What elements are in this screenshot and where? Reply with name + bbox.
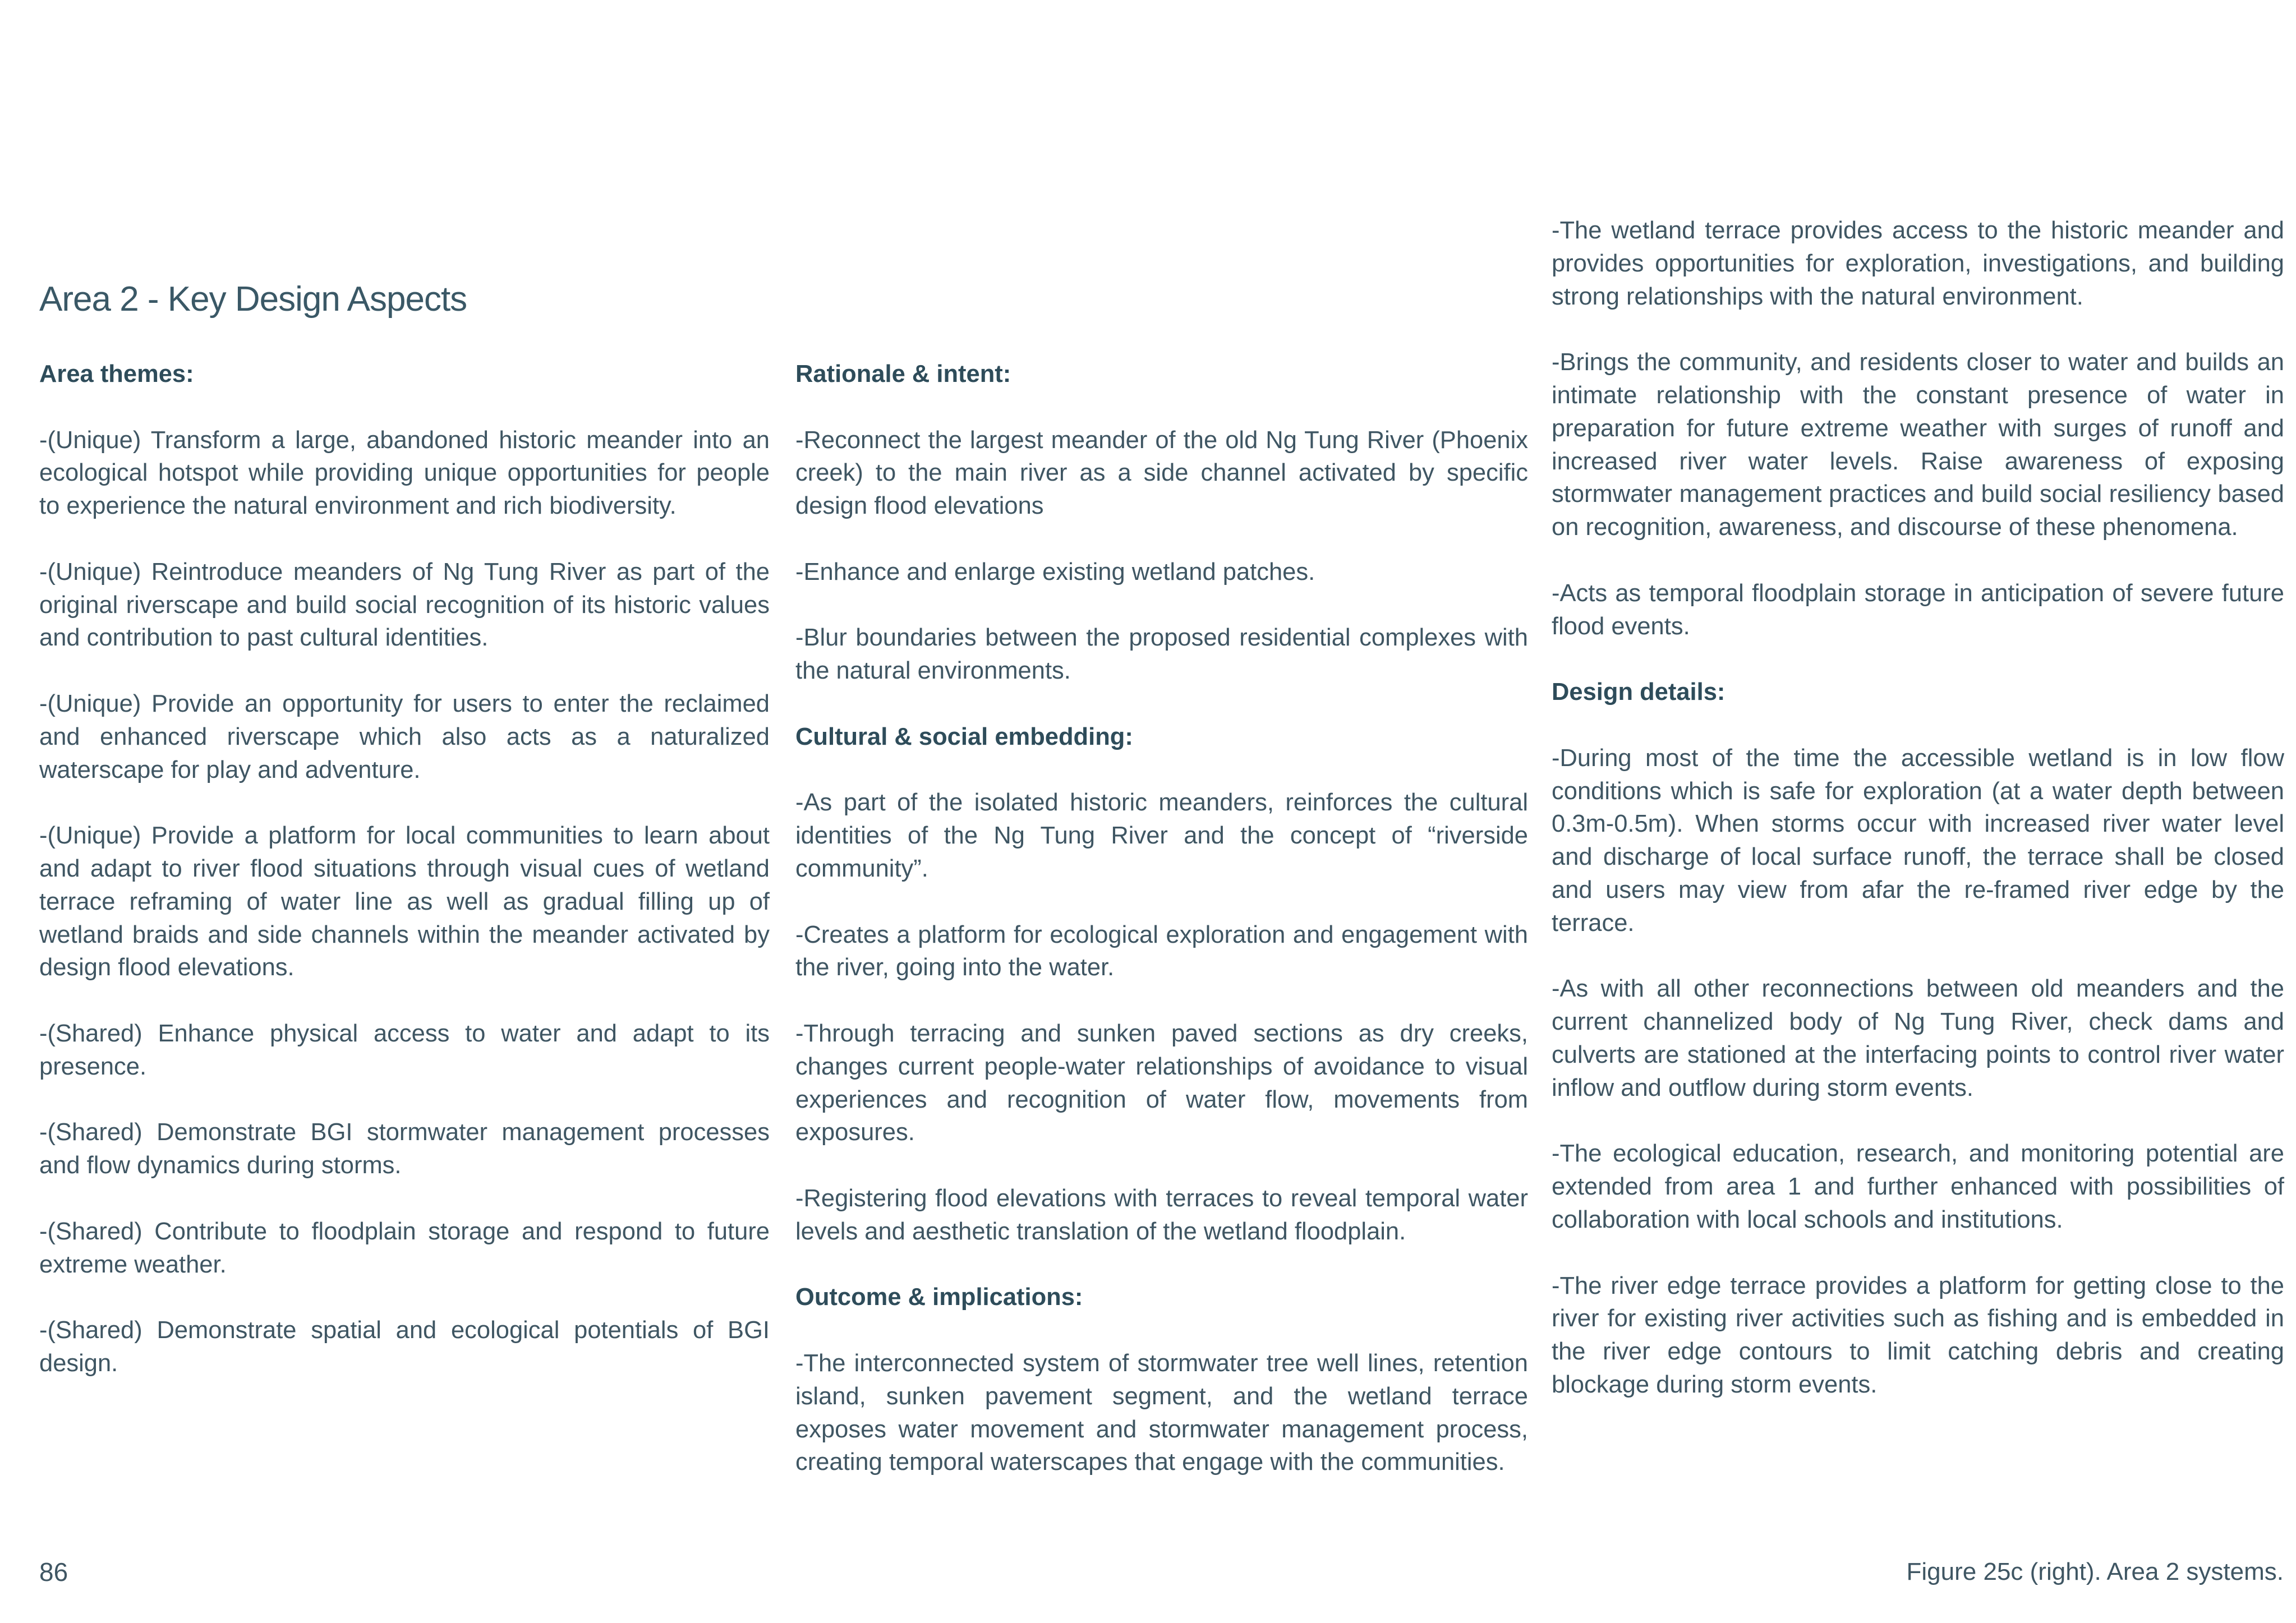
area-theme-paragraph: -(Unique) Provide a platform for local communities to learn about and adapt to river flood situations through visual cues of wetland terrace reframing of water line as well as gradual filling up of wetland braids and side channels within the meander activated by design flood elevations. (39, 822, 770, 981)
cultural-paragraph: -Creates a platform for ecological exploration and engagement with the river, going into the water. (795, 921, 1528, 981)
outcome-paragraph: -The interconnected system of stormwater tree well lines, retention island, sunken pavement segment, and the wetland terrace exposes water movement and stormwater management process, creating temporal waterscapes that engage with the communities. (795, 1349, 1528, 1476)
page-title: Area 2 - Key Design Aspects (39, 280, 467, 319)
design-detail-paragraph: -As with all other reconnections between old meanders and the current channelized body of Ng Tung River, check dams and culverts are stationed at the interfacing points to control river water inflow and outflow during storm events. (1552, 975, 2284, 1101)
area-theme-paragraph: -(Shared) Enhance physical access to water and adapt to its presence. (39, 1020, 770, 1080)
area-theme-paragraph: -(Shared) Contribute to floodplain storage and respond to future extreme weather. (39, 1218, 770, 1278)
intro-paragraph: -The wetland terrace provides access to the historic meander and provides opportunities for exploration, investigations, and building strong relationships with the natural environment. (1552, 217, 2284, 310)
outcome-heading: Outcome & implications: (795, 1284, 1083, 1311)
right-column (1552, 214, 2284, 1434)
cultural-paragraph: -As part of the isolated historic meanders, reinforces the cultural identities of the Ng Tung River and the concept of “riverside community”. (795, 789, 1528, 882)
area-themes-heading: Area themes: (39, 361, 194, 388)
design-detail-paragraph: -The ecological education, research, and monitoring potential are extended from area 1 and further enhanced with possibilities of collaboration with local schools and institutions. (1552, 1140, 2284, 1233)
intro-paragraph: -Brings the community, and residents closer to water and builds an intimate relationship with the constant presence of water in preparation for future extreme weather with surges of runoff and increased river water levels. Raise awareness of exposing stormwater management practices and build social resiliency based on recognition, awareness, and discourse of these phenomena. (1552, 349, 2284, 541)
middle-column (795, 358, 1528, 1512)
design-details-heading: Design details: (1552, 679, 1726, 706)
left-column (39, 358, 770, 1413)
cultural-paragraph: -Through terracing and sunken paved sections as dry creeks, changes current people-water relationships of avoidance to visual experiences and recognition of water flow, movements from exposures. (795, 1020, 1528, 1146)
cultural-paragraph: -Registering flood elevations with terraces to reveal temporal water levels and aesthetic translation of the wetland floodplain. (795, 1184, 1528, 1245)
area-theme-paragraph: -(Shared) Demonstrate BGI stormwater management processes and flow dynamics during storms. (39, 1119, 770, 1179)
rationale-paragraph: -Blur boundaries between the proposed residential complexes with the natural environments. (795, 624, 1528, 685)
area-theme-paragraph: -(Shared) Demonstrate spatial and ecological potentials of BGI design. (39, 1317, 770, 1377)
area-theme-paragraph: -(Unique) Reintroduce meanders of Ng Tung River as part of the original riverscape and build social recognition of its historic values and contribution to past cultural identities. (39, 558, 770, 652)
intro-paragraph: -Acts as temporal floodplain storage in anticipation of severe future flood events. (1552, 579, 2284, 640)
area-theme-paragraph: -(Unique) Transform a large, abandoned historic meander into an ecological hotspot while providing unique opportunities for people to experience the natural environment and rich biodiversity. (39, 426, 770, 520)
design-detail-paragraph: -The river edge terrace provides a platform for getting close to the river for existing river activities such as fishing and is embedded in the river edge contours to limit catching debris and creating blockage during storm events. (1552, 1272, 2284, 1398)
rationale-paragraph: -Enhance and enlarge existing wetland patches. (795, 558, 1315, 585)
area-theme-paragraph: -(Unique) Provide an opportunity for users to enter the reclaimed and enhanced riverscape which also acts as a naturalized waterscape for play and adventure. (39, 690, 770, 783)
figure-caption: Figure 25c (right). Area 2 systems. (1906, 1558, 2284, 1585)
page-number: 86 (39, 1557, 68, 1587)
rationale-paragraph: -Reconnect the largest meander of the old Ng Tung River (Phoenix creek) to the main river as a side channel activated by specific design flood elevations (795, 426, 1528, 520)
rationale-heading: Rationale & intent: (795, 361, 1011, 388)
cultural-heading: Cultural & social embedding: (795, 723, 1133, 750)
design-detail-paragraph: -During most of the time the accessible wetland is in low flow conditions which is safe for exploration (at a water depth between 0.3m-0.5m). When storms occur with increased river water level and discharge of local surface runoff, the terrace shall be closed and users may view from afar the re-framed river edge by the terrace. (1552, 744, 2284, 937)
